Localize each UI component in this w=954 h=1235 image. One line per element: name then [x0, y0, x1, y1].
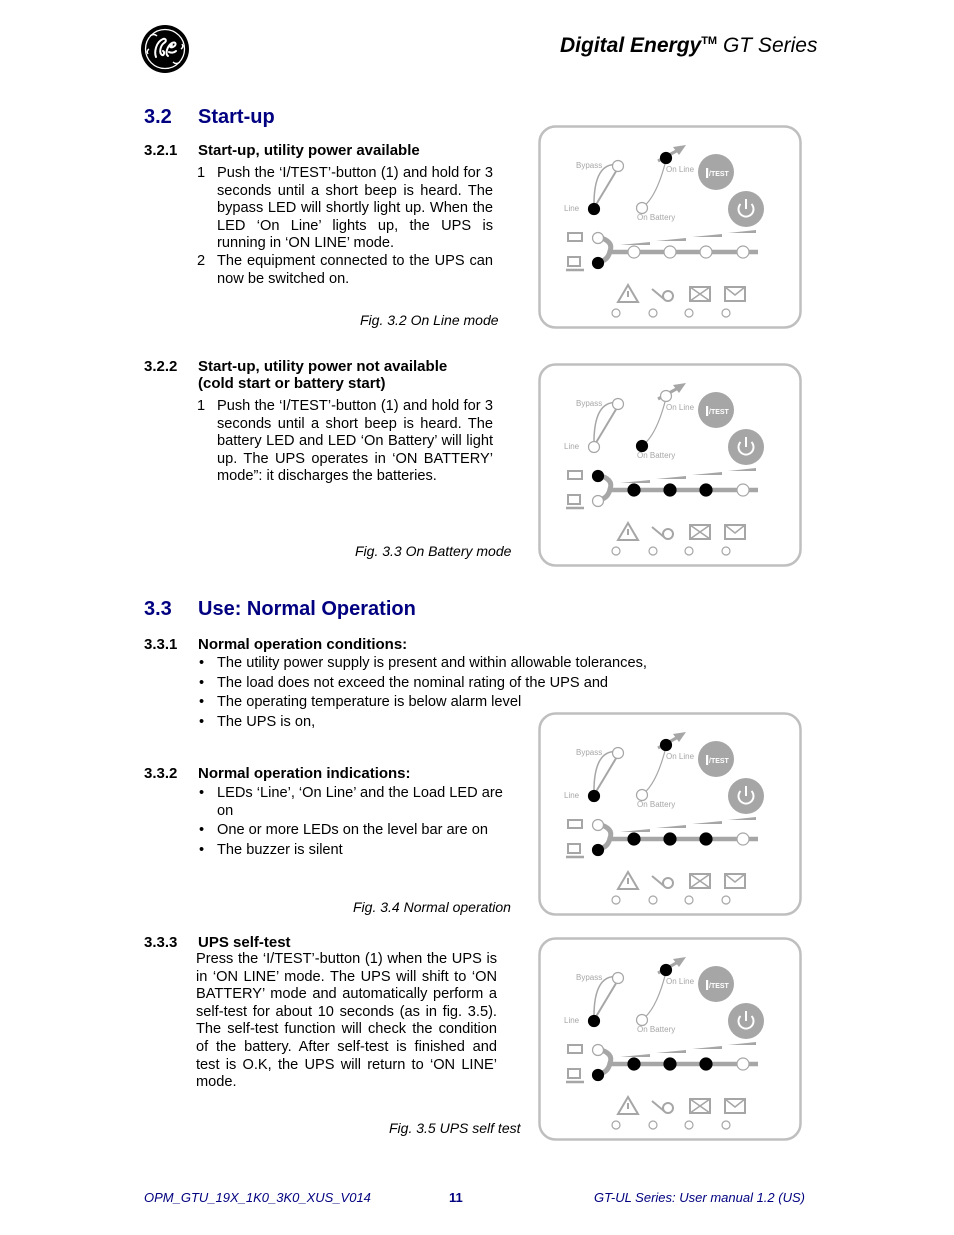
level-led [700, 833, 712, 845]
line-label: Line [564, 442, 580, 451]
subsection-number: 3.3.3 [144, 934, 178, 951]
level-led [737, 246, 749, 258]
on-line-led [661, 391, 672, 402]
level-led [664, 246, 676, 258]
bypass-led [613, 748, 624, 759]
bypass-label: Bypass [576, 748, 603, 757]
alarm-led [722, 309, 730, 317]
alarm-led [612, 309, 620, 317]
level-led [628, 484, 640, 496]
ups-front-panel [538, 363, 802, 567]
on-line-label: On Line [666, 977, 695, 986]
level-led [628, 1058, 640, 1070]
bypass-led [613, 399, 624, 410]
on-battery-led [637, 1015, 648, 1026]
operation-indications-list [197, 785, 515, 861]
list-item: • LEDs ‘Line’, ‘On Line’ and the Load LED are on [197, 785, 515, 820]
on-line-label: On Line [666, 752, 695, 761]
battery-led [593, 1045, 604, 1056]
subsection-title-line1: Start-up, utility power not available [198, 358, 448, 375]
bypass-led [613, 161, 624, 172]
itest-label-i: I [705, 403, 710, 420]
on-line-led [661, 740, 672, 751]
alarm-led [722, 1121, 730, 1129]
step-text: Push the ‘I/TEST’-button (1) and hold for 3 seconds until a short beep is heard. The battery LED and LED ‘On Battery’ will light up. The UPS operates in ‘ON BATTERY’ mode”: it discharges the batteries. [217, 398, 493, 485]
level-led [664, 1058, 676, 1070]
on-battery-led [637, 790, 648, 801]
battery-led [593, 233, 604, 244]
line-label: Line [564, 204, 580, 213]
on-line-led [661, 965, 672, 976]
startup-available-steps [197, 165, 493, 288]
on-battery-label: On Battery [637, 451, 676, 460]
level-led [664, 484, 676, 496]
level-led [628, 833, 640, 845]
brand-rest: GT Series [722, 34, 818, 57]
level-led [700, 246, 712, 258]
load-led [593, 258, 604, 269]
alarm-led [649, 309, 657, 317]
subsection-title [198, 358, 447, 392]
step-text: Push the ‘I/TEST’-button (1) and hold for 3 seconds until a short beep is heard. The bypass LED will shortly light up. When the LED ‘On Line’ lights up, the UPS is running in ‘ON LINE’ mode. [217, 165, 493, 252]
subsection-number: 3.2.1 [144, 142, 178, 159]
on-line-led [661, 153, 672, 164]
itest-label-i: I [705, 165, 710, 182]
on-battery-label: On Battery [637, 1025, 676, 1034]
page-number: 11 [449, 1190, 463, 1205]
figure-caption: Fig. 3.3 On Battery mode [355, 543, 512, 559]
list-item: • The buzzer is silent [197, 842, 515, 860]
section-3-3-3-heading [144, 934, 291, 951]
self-test-paragraph: Press the ‘I/TEST’-button (1) when the UPS is in ‘ON LINE’ mode. The UPS will shift to ‘ON BATTERY’ mode and automatically perform a self-test for about 10 seconds (as in fig. 3.5). The self-test function will check the condition of the battery. After self-test is finished and test is O.K, the UPS will return to ‘ON LINE’ mode. [196, 951, 497, 1091]
itest-label-i: I [705, 752, 710, 769]
itest-label-i: I [705, 977, 710, 994]
on-battery-label: On Battery [637, 800, 676, 809]
bypass-label: Bypass [576, 399, 603, 408]
on-battery-led [637, 441, 648, 452]
section-3-3-heading [144, 598, 416, 621]
level-led [737, 833, 749, 845]
ups-front-panel [538, 125, 802, 329]
subsection-number: 3.3.2 [144, 765, 178, 782]
bypass-label: Bypass [576, 161, 603, 170]
alarm-led [649, 1121, 657, 1129]
section-title: Use: Normal Operation [198, 598, 416, 620]
level-led [628, 246, 640, 258]
figure-caption: Fig. 3.5 UPS self test [389, 1120, 521, 1136]
itest-label-test: /TEST [709, 171, 729, 178]
brand-tm: TM [701, 35, 718, 47]
line-led [589, 204, 600, 215]
line-label: Line [564, 1016, 580, 1025]
alarm-led [612, 896, 620, 904]
step-number: 2 [197, 252, 206, 269]
alarm-led [722, 547, 730, 555]
figure-caption: Fig. 3.4 Normal operation [353, 899, 511, 915]
itest-label-test: /TEST [709, 983, 729, 990]
figure-caption: Fig. 3.2 On Line mode [360, 312, 499, 328]
load-led [593, 845, 604, 856]
subsection-title: UPS self-test [198, 934, 291, 951]
footer-manual-title: GT-UL Series: User manual 1.2 (US) [594, 1190, 805, 1205]
list-item: • The UPS is on, [197, 714, 717, 732]
list-item: • One or more LEDs on the level bar are on [197, 822, 515, 840]
ups-front-panel [538, 712, 802, 916]
footer-doc-id: OPM_GTU_19X_1K0_3K0_XUS_V014 [144, 1190, 371, 1205]
alarm-led [612, 547, 620, 555]
level-led [737, 1058, 749, 1070]
section-3-2-1-heading [144, 142, 420, 159]
section-3-2-heading [144, 106, 275, 129]
subsection-title: Normal operation conditions: [198, 636, 408, 653]
level-led [700, 484, 712, 496]
level-led [737, 484, 749, 496]
on-battery-led [637, 203, 648, 214]
startup-cold-steps [197, 398, 493, 486]
brand-bold: Digital Energy [560, 34, 702, 57]
list-item: • The utility power supply is present and within allowable tolerances, [197, 655, 717, 673]
on-line-label: On Line [666, 165, 695, 174]
section-3-3-2-heading [144, 765, 411, 782]
ge-logo [140, 24, 190, 74]
line-led [589, 442, 600, 453]
subsection-number: 3.3.1 [144, 636, 178, 653]
on-battery-label: On Battery [637, 213, 676, 222]
bypass-label: Bypass [576, 973, 603, 982]
alarm-led [722, 896, 730, 904]
subsection-title: Normal operation indications: [198, 765, 411, 782]
load-led [593, 496, 604, 507]
subsection-title: Start-up, utility power available [198, 142, 420, 159]
battery-led [593, 820, 604, 831]
step-number: 1 [197, 165, 206, 181]
list-item: • The operating temperature is below alarm level [197, 694, 717, 712]
line-led [589, 1016, 600, 1027]
section-title: Start-up [198, 106, 275, 128]
step-number: 1 [197, 398, 206, 414]
alarm-led [685, 309, 693, 317]
alarm-led [649, 547, 657, 555]
brand-title [560, 34, 820, 58]
itest-label-test: /TEST [709, 758, 729, 765]
list-item [197, 165, 493, 253]
alarm-led [685, 896, 693, 904]
section-3-2-2-heading [144, 358, 447, 392]
alarm-led [649, 896, 657, 904]
level-led [700, 1058, 712, 1070]
load-led [593, 1070, 604, 1081]
section-number: 3.2 [144, 106, 172, 128]
line-label: Line [564, 791, 580, 800]
alarm-led [685, 547, 693, 555]
subsection-title-line2: (cold start or battery start) [198, 375, 386, 392]
line-led [589, 791, 600, 802]
bypass-led [613, 973, 624, 984]
battery-led [593, 471, 604, 482]
step-text: The equipment connected to the UPS can now be switched on. [217, 252, 493, 287]
section-number: 3.3 [144, 598, 172, 620]
subsection-number: 3.2.2 [144, 358, 178, 375]
alarm-led [612, 1121, 620, 1129]
alarm-led [685, 1121, 693, 1129]
ups-front-panel [538, 937, 802, 1141]
on-line-label: On Line [666, 403, 695, 412]
list-item [197, 253, 493, 288]
level-led [664, 833, 676, 845]
list-item: • The load does not exceed the nominal rating of the UPS and [197, 675, 717, 693]
section-3-3-1-heading [144, 636, 407, 653]
itest-label-test: /TEST [709, 409, 729, 416]
list-item [197, 398, 493, 486]
